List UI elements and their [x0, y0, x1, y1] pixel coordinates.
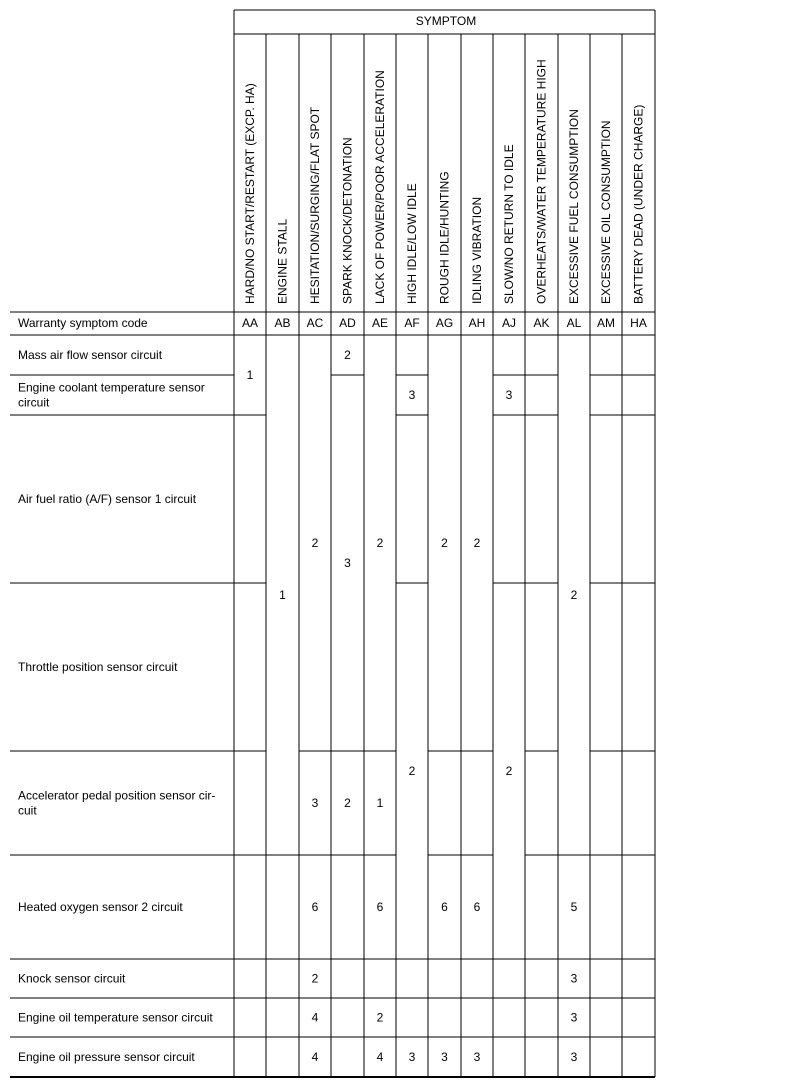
cell-value: 3 — [344, 556, 351, 570]
row-label-line: Knock sensor circuit — [18, 971, 126, 986]
cell-value: 2 — [344, 796, 351, 810]
cell-value: 3 — [505, 388, 513, 402]
cell-value: 1 — [279, 588, 286, 602]
row-label-line: Mass air flow sensor circuit — [18, 348, 163, 362]
row-label — [18, 1050, 195, 1064]
column-header-label: IDLING VIBRATION — [470, 196, 484, 304]
row-label-line: Engine oil pressure sensor circuit — [18, 1050, 195, 1064]
cell-value: 2 — [473, 536, 481, 550]
cell-value: 6 — [473, 900, 481, 914]
cell-value: 3 — [570, 1050, 578, 1064]
row-label — [18, 348, 163, 362]
cell-value: 3 — [473, 1050, 481, 1064]
row-label-line: Engine oil temperature sensor circuit — [18, 1010, 213, 1025]
warranty-code: AA — [241, 316, 259, 330]
column-header-label: OVERHEATS/WATER TEMPERATURE HIGH — [534, 59, 549, 304]
cell-value: 3 — [570, 971, 578, 986]
row-label — [18, 900, 183, 914]
column-header-label: HIGH IDLE/LOW IDLE — [405, 183, 419, 304]
column-header-label: EXCESSIVE FUEL CONSUMPTION — [567, 109, 581, 304]
cell-value: 4 — [376, 1050, 384, 1064]
cell-value: 3 — [408, 1050, 416, 1064]
cell-value: 3 — [570, 1010, 578, 1025]
warranty-code: AB — [274, 316, 291, 330]
symptom-header: SYMPTOM — [415, 14, 477, 28]
column-header-label: BATTERY DEAD (UNDER CHARGE) — [631, 104, 646, 304]
column-header-label: ROUGH IDLE/HUNTING — [437, 171, 452, 304]
cell-value: 2 — [311, 971, 319, 986]
cell-value: 6 — [311, 900, 319, 914]
row-label — [18, 972, 126, 986]
cell-value: 4 — [311, 1050, 319, 1064]
cell-value: 2 — [441, 536, 448, 550]
table-grid-lines — [10, 10, 655, 1077]
warranty-code: AE — [371, 316, 389, 330]
warranty-code: AD — [339, 316, 356, 330]
warranty-code: AJ — [501, 316, 517, 330]
row-label — [18, 492, 197, 506]
row-labels — [18, 348, 215, 1064]
row-label-line: Engine coolant temperature sensor — [18, 380, 205, 395]
cell-value: 2 — [505, 764, 513, 778]
row-label — [18, 1011, 213, 1025]
row-label — [18, 381, 205, 410]
cell-value: 4 — [311, 1010, 319, 1025]
cell-value: 2 — [344, 348, 351, 362]
table-values — [247, 348, 578, 1064]
cell-value: 2 — [376, 1010, 384, 1025]
column-header-label: LACK OF POWER/POOR ACCELERATION — [373, 70, 387, 304]
column-headers — [243, 59, 646, 304]
warranty-code: AK — [533, 316, 550, 330]
row-label-line: Accelerator pedal position sensor cir- — [18, 788, 216, 803]
cell-value: 2 — [376, 536, 384, 550]
warranty-code: HA — [630, 316, 647, 330]
cell-value: 1 — [376, 796, 384, 810]
cell-value: 2 — [311, 536, 319, 550]
cell-value: 6 — [376, 900, 384, 914]
warranty-code-label: Warranty symptom code — [18, 316, 148, 330]
column-header-label: HESITATION/SURGING/FLAT SPOT — [308, 106, 322, 304]
column-header-label: SLOW/NO RETURN TO IDLE — [502, 144, 516, 304]
warranty-code: AH — [468, 316, 486, 330]
row-label-line: cuit — [18, 803, 37, 818]
row-label — [18, 660, 178, 674]
warranty-code: AL — [566, 316, 582, 330]
warranty-code: AF — [404, 316, 420, 330]
warranty-code-row — [242, 316, 647, 330]
cell-value: 3 — [441, 1050, 448, 1064]
row-label-line: Air fuel ratio (A/F) sensor 1 circuit — [18, 492, 197, 506]
warranty-code: AM — [597, 316, 615, 330]
column-header-label: ENGINE STALL — [275, 218, 290, 304]
warranty-code: AC — [306, 316, 324, 330]
row-label-line: circuit — [18, 395, 50, 410]
cell-value: 3 — [311, 796, 319, 810]
cell-value: 3 — [408, 388, 416, 402]
cell-value: 6 — [441, 900, 448, 914]
warranty-code: AG — [435, 316, 454, 330]
cell-value: 5 — [570, 900, 578, 914]
column-header-label: HARD/NO START/RESTART (EXCP. HA) — [243, 83, 257, 304]
cell-value: 2 — [408, 764, 416, 778]
cell-value: 1 — [246, 368, 254, 382]
cell-value: 2 — [570, 588, 578, 602]
column-header-label: SPARK KNOCK/DETONATION — [340, 137, 355, 304]
column-header-label: EXCESSIVE OIL CONSUMPTION — [599, 120, 613, 304]
row-label-line: Heated oxygen sensor 2 circuit — [18, 900, 183, 914]
row-label-line: Throttle position sensor circuit — [18, 660, 178, 674]
row-label — [18, 789, 215, 818]
